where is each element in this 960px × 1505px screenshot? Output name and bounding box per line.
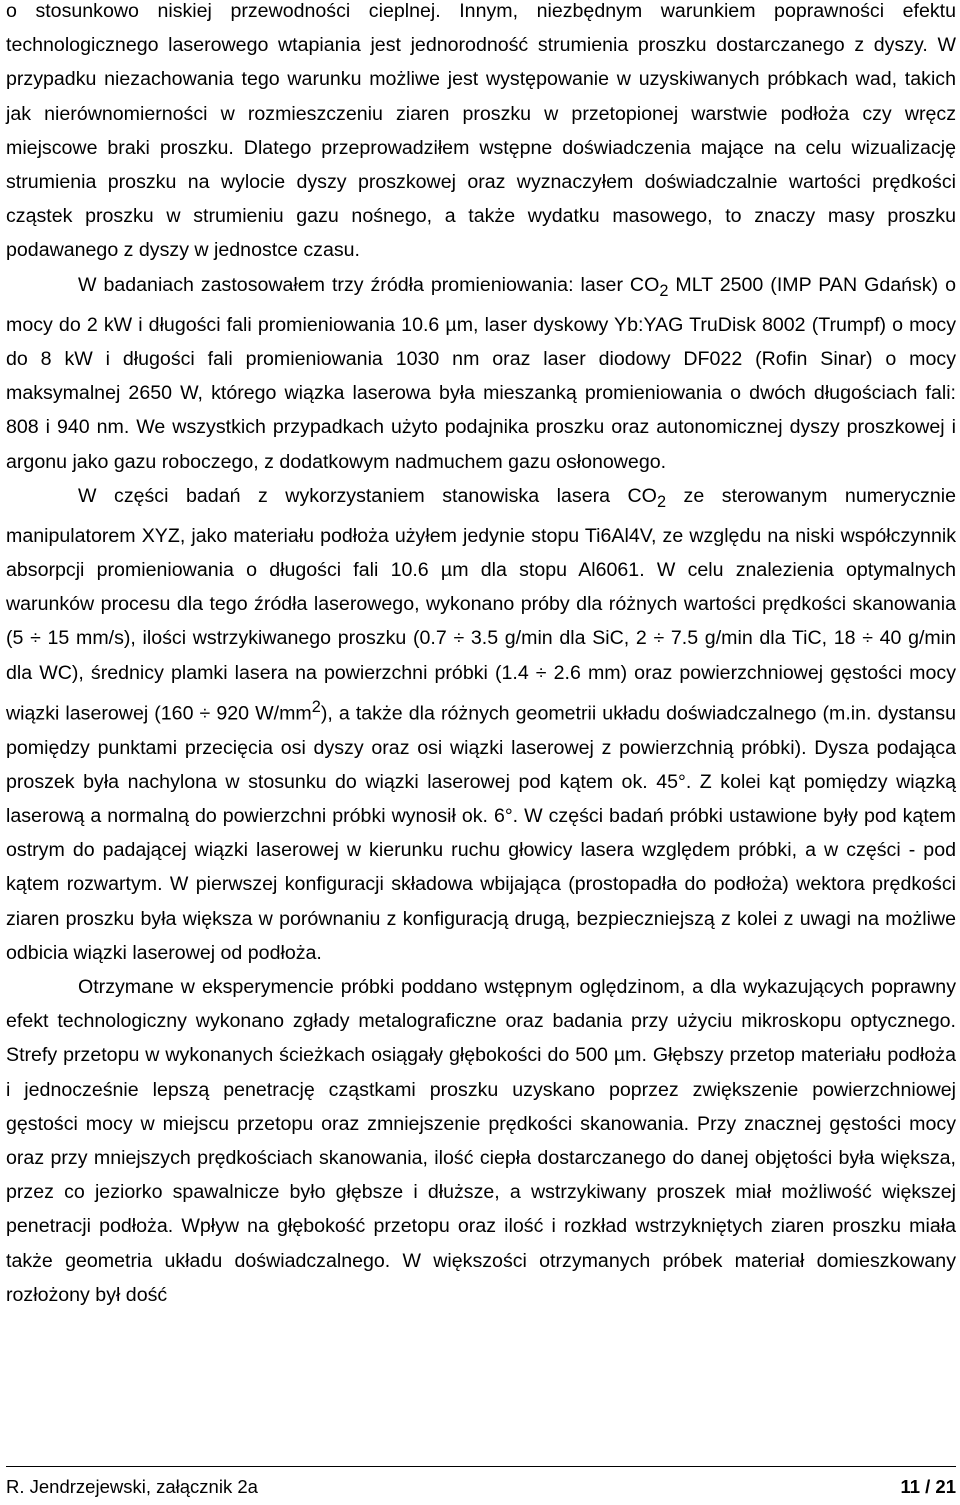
page-number bbox=[900, 1475, 956, 1499]
paragraph-text: ze sterowanym numerycznie manipulatorem XYZ, jako materiału podłoża użyłem jedynie stopu Ti6Al4V, ze względu na niski współczynnik absorpcji promieniowania o długości fali 10.6 µm dla stopu Al6061. W celu znalezienia optymalnych warunków procesu dla tego źródła laserowego, wykonano próby dla różnych wartości prędkości skanowania (5 ÷ 15 mm/s), ilości wstrzykiwanego proszku (0.7 ÷ 3.5 g/min dla SiC, 2 ÷ 7.5 g/min dla TiC, 18 ÷ 40 g/min dla WC), średnicy plamki lasera na powierzchni próbki (1.4 ÷ 2.6 mm) oraz powierzchniowej gęstości mocy wiązki laserowej (160 ÷ 920 W/mm bbox=[6, 484, 956, 725]
subscript: 2 bbox=[659, 281, 669, 300]
paragraph-results bbox=[6, 970, 956, 1312]
paragraph-text: W części badań z wykorzystaniem stanowiska lasera CO bbox=[78, 484, 657, 507]
paragraph-text: W badaniach zastosowałem trzy źródła promieniowania: laser CO bbox=[78, 273, 660, 296]
footer-author: R. Jendrzejewski, załącznik 2a bbox=[6, 1476, 258, 1497]
page-separator: / bbox=[920, 1476, 936, 1497]
page-total: 21 bbox=[935, 1476, 956, 1497]
paragraph-text: ), a także dla różnych geometrii układu doświadczalnego (m.in. dystansu pomiędzy punktami przecięcia osi dyszy oraz osi wiązki laserowej z powierzchnią próbki). Dysza podająca proszek była nachylona w stosunku do wiązki laserowej pod kątem ok. 45°. Z kolei kąt pomiędzy wiązką laserową a normalną do powierzchni próbki wynosił ok. 6°. W części badań próbki ustawione były pod kątem ostrym do padającej wiązki laserowej w kierunku ruchu głowicy lasera względem próbki, a w części - pod kątem rozwartym. W pierwszej konfiguracji składowa wbijająca (prostopadła do podłoża) wektora prędkości ziaren proszku była większa w porównaniu z konfiguracją drugą, bezpieczniejszą z kolei z uwagi na możliwe odbicia wiązki laserowej od podłoża. bbox=[6, 702, 957, 964]
page-footer bbox=[6, 1475, 956, 1499]
superscript: 2 bbox=[311, 697, 321, 716]
document-page bbox=[6, 0, 956, 1312]
subscript: 2 bbox=[656, 492, 667, 511]
paragraph-text: o stosunkowo niskiej przewodności cieplnej. Innym, niezbędnym warunkiem poprawności efektu technologicznego laserowego wtapiania jest jednorodność strumienia proszku dostarczanego z dyszy. W przypadku niezachowania tego warunku możliwe jest występowanie w uzyskiwanych próbkach wad, takich jak nierównomierności w rozmieszczeniu ziaren proszku w przetopionej warstwie podłoża czy wręcz miejscowe braki proszku. Dlatego przeprowadziłem wstępne doświadczenia mające na celu wizualizację strumienia proszku na wylocie dyszy proszkowej oraz wyznaczyłem doświadczalnie wartości prędkości cząstek proszku w strumieniu gazu nośnego, a także wydatku masowego, to znaczy masy proszku podawanego z dyszy w jednostce czasu. bbox=[6, 0, 956, 262]
paragraph-text: Otrzymane w eksperymencie próbki poddano wstępnym oględzinom, a dla wykazujących poprawny efekt technologiczny wykonano zgłady metalograficzne oraz badania przy użyciu mikroskopu optycznego. Strefy przetopu w wykonanych ścieżkach osiągały głębokości do 500 µm. Głębszy przetop materiału podłoża i jednocześnie lepszą penetrację cząstkami proszku uzyskano poprzez zwiększenie powierzchniowej gęstości mocy w miejscu przetopu oraz zmniejszenie prędkości skanowania. Przy znacznej gęstości mocy oraz przy mniejszych prędkościach skanowania, ilość ciepła dostarczanego do danej objętości była większa, przez co jeziorko spawalnicze było głębsze i dłuższe, a wstrzykiwany proszek miał możliwość większej penetracji podłoża. Wpływ na głębokość przetopu oraz ilość i rozkład wstrzykniętych ziaren proszku miała także geometria układu doświadczalnego. W większości otrzymanych próbek materiał domieszkowany rozłożony był dość bbox=[6, 976, 956, 1306]
paragraph-radiation-sources bbox=[6, 268, 956, 479]
page-current: 11 bbox=[900, 1476, 920, 1497]
paragraph-text: MLT 2500 (IMP PAN Gdańsk) o mocy do 2 kW i długości fali promieniowania 10.6 µm, laser dyskowy Yb:YAG TruDisk 8002 (Trumpf) o mocy do 8 kW i długości fali promieniowania 1030 nm oraz laser diodowy DF022 (Rofin Sinar) o mocy maksymalnej 2650 W, którego wiązka laserowa była mieszanką promieniowania o dwóch długościach fali: 808 i 940 nm. We wszystkich przypadkach użyto podajnika proszku oraz autonomicznej dyszy proszkowej i argonu jako gazu roboczego, z dodatkowym nadmuchem gazu osłonowego. bbox=[6, 273, 956, 473]
paragraph-powder-stream bbox=[6, 0, 956, 268]
footer-divider bbox=[6, 1466, 956, 1467]
paragraph-co2-experiments bbox=[6, 479, 956, 970]
